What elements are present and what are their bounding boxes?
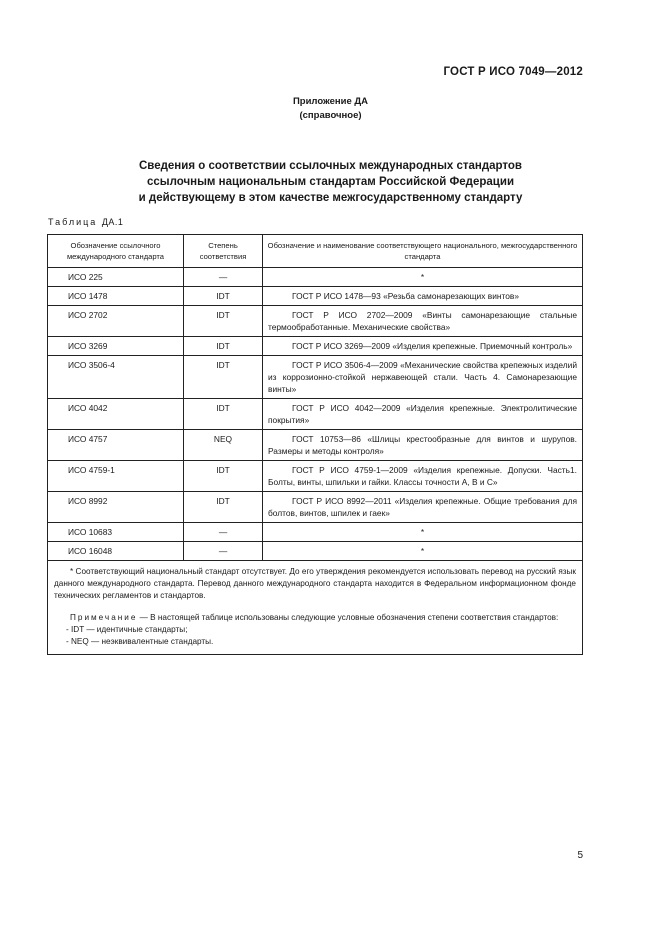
table-row [48,461,583,492]
table-label-word: Таблица [48,217,98,227]
intl-standard-cell: ИСО 4759-1 [48,461,184,492]
national-standard-cell [263,306,583,337]
table-row [48,356,583,399]
intl-standard-cell: ИСО 1478 [48,287,184,306]
header-national-standard: Обозначение и наименование соответствующего национального, межгосударственного стандарта [263,235,583,268]
intl-standard-cell: ИСО 3506-4 [48,356,184,399]
national-standard-cell: * [263,523,583,542]
note-item-idt: - IDT — идентичные стандарты; [66,625,188,634]
annex-subtitle: (справочное) [299,110,362,121]
intl-standard-cell: ИСО 4757 [48,430,184,461]
degree-cell: IDT [184,356,263,399]
degree-cell: IDT [184,287,263,306]
degree-cell: IDT [184,337,263,356]
national-standard-text: ГОСТ Р ИСО 2702—2009 «Винты самонарезающие стальные термообработанные. Механические свойства» [268,310,577,332]
table-row [48,523,583,542]
national-standard-text: ГОСТ Р ИСО 4042—2009 «Изделия крепежные. Электролитические покрытия» [268,403,577,425]
intl-standard-cell: ИСО 225 [48,268,184,287]
table-label [48,217,123,227]
degree-cell: NEQ [184,430,263,461]
title-line-1: Сведения о соответствии ссылочных международных стандартов [138,160,522,172]
table-footnote-cell [48,561,583,655]
national-standard-cell [263,399,583,430]
national-standard-text: ГОСТ Р ИСО 3269—2009 «Изделия крепежные. Приемочный контроль» [292,341,573,351]
intl-standard-cell: ИСО 8992 [48,492,184,523]
table-footer-row [48,561,583,655]
degree-cell: IDT [184,461,263,492]
degree-cell: — [184,268,263,287]
national-standard-cell [263,461,583,492]
table-row [48,306,583,337]
note-label: Примечание [70,613,138,622]
national-standard-cell: * [263,542,583,561]
intl-standard-cell: ИСО 4042 [48,399,184,430]
table-row [48,542,583,561]
footnote-text: * Соответствующий национальный стандарт отсутствует. До его утверждения рекомендуется использовать перевод на русский язык данного международного стандарта. Перевод данного международного стандарта находится в Федеральном информационном фонде технических регламентов и стандартов. [54,567,576,600]
document-title [0,158,661,206]
intl-standard-cell: ИСО 2702 [48,306,184,337]
national-standard-text: ГОСТ 10753—86 «Шлицы крестообразные для винтов и шурупов. Размеры и методы контроля» [268,434,577,456]
national-standard-cell: * [263,268,583,287]
degree-cell: IDT [184,399,263,430]
degree-cell: IDT [184,492,263,523]
table-label-number: ДА.1 [101,217,124,227]
national-standard-cell [263,356,583,399]
note-text: — В настоящей таблице использованы следующие условные обозначения степени соответствия стандартов: [139,613,559,622]
header-degree: Степень соответствия [184,235,263,268]
national-standard-cell [263,492,583,523]
table-header-row [48,235,583,268]
table-row [48,287,583,306]
table-row [48,337,583,356]
national-standard-text: ГОСТ Р ИСО 3506-4—2009 «Механические свойства крепежных изделий из коррозионно-стойкой нержавеющей стали. Часть 4. Самонарезающие винты» [268,360,577,394]
title-line-3: и действующему в этом качестве межгосударственному стандарту [138,192,523,204]
degree-cell: IDT [184,306,263,337]
intl-standard-cell: ИСО 16048 [48,542,184,561]
degree-cell: — [184,542,263,561]
standard-code: ГОСТ Р ИСО 7049—2012 [443,66,583,78]
annex-title: Приложение ДА [292,96,369,107]
intl-standard-cell: ИСО 3269 [48,337,184,356]
table-row [48,268,583,287]
national-standard-text: ГОСТ Р ИСО 4759-1—2009 «Изделия крепежные. Допуски. Часть1. Болты, винты, шпильки и гайки. Классы точности А, В и С» [268,465,577,487]
intl-standard-cell: ИСО 10683 [48,523,184,542]
degree-cell: — [184,523,263,542]
title-line-2: ссылочным национальным стандартам Российской Федерации [146,176,515,188]
national-standard-text: ГОСТ Р ИСО 8992—2011 «Изделия крепежные. Общие требования для болтов, винтов, шпилек и гаек» [268,496,577,518]
table-row [48,430,583,461]
national-standard-cell [263,337,583,356]
note-item-neq: - NEQ — неэквивалентные стандарты. [66,637,214,646]
note-paragraph [54,612,576,624]
correspondence-table [47,234,583,655]
page-number: 5 [577,850,583,861]
national-standard-cell [263,287,583,306]
national-standard-cell [263,430,583,461]
table-row [48,492,583,523]
national-standard-text: ГОСТ Р ИСО 1478—93 «Резьба самонарезающих винтов» [292,291,520,301]
table-row [48,399,583,430]
header-intl-standard: Обозначение ссылочного международного стандарта [48,235,184,268]
